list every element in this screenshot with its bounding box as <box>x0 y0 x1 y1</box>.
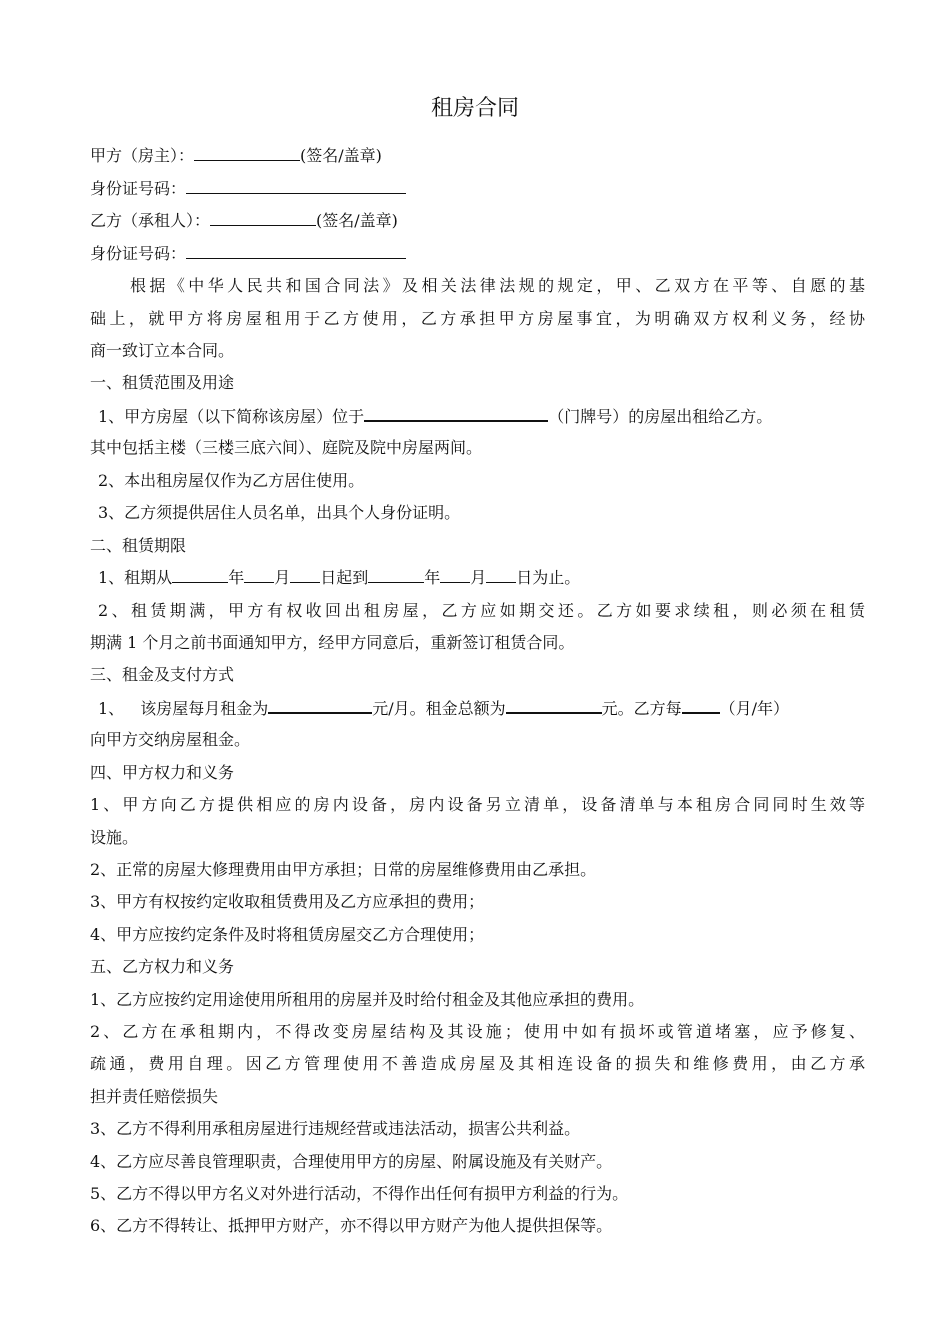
party-b-line <box>90 210 865 232</box>
party-a-id-line <box>90 178 865 200</box>
s1-item-2: 2、本出租房屋仅作为乙方居住使用。 <box>98 471 365 490</box>
section-2-heading: 二、租赁期限 <box>90 536 187 555</box>
end-day-label: 日为止。 <box>516 568 581 587</box>
monthly-rent-label: 该房屋每月租金为 <box>140 699 269 718</box>
monthly-rent-blank <box>268 697 372 714</box>
party-a-sign-note: (签名/盖章) <box>300 146 382 165</box>
s3-item-1 <box>90 697 865 720</box>
total-rent-blank <box>506 697 602 714</box>
section-4-heading: 四、甲方权力和义务 <box>90 763 235 782</box>
start-month-label: 月 <box>274 568 291 587</box>
s3-item-1-number: 1、 <box>98 699 125 718</box>
party-b-label: 乙方（承租人）： <box>90 211 211 230</box>
s3-item-1-cont: 向甲方交纳房屋租金。 <box>90 730 251 749</box>
payment-period-unit: （月/年） <box>719 699 790 718</box>
end-year-label: 年 <box>424 568 441 587</box>
s4-item-2: 2、正常的房屋大修理费用由甲方承担；日常的房屋维修费用由乙承担。 <box>90 860 597 879</box>
end-year-blank <box>368 567 424 583</box>
start-month-blank <box>244 567 274 583</box>
end-day-blank <box>486 567 516 583</box>
section-1-heading: 一、租赁范围及用途 <box>90 373 235 392</box>
section-5-heading: 五、乙方权力和义务 <box>90 957 235 976</box>
s5-item-1: 1、乙方应按约定用途使用所租用的房屋并及时给付租金及其他应承担的费用。 <box>90 990 645 1009</box>
s4-item-3: 3、甲方有权按约定收取租赁费用及乙方应承担的费用； <box>90 892 485 911</box>
s4-item-1-cont: 设施。 <box>90 828 139 847</box>
s1-item-1-cont: 其中包括主楼（三楼三底六间）、庭院及院中房屋两间。 <box>90 438 483 457</box>
s4-item-1: 1、甲方向乙方提供相应的房内设备，房内设备另立清单，设备清单与本租房合同同时生效等 <box>90 795 865 814</box>
preamble-line-2: 础上，就甲方将房屋租用于乙方使用，乙方承担甲方房屋事宜，为明确双方权利义务，经协 <box>90 309 865 328</box>
end-month-label: 月 <box>470 568 487 587</box>
party-a-label: 甲方（房主）： <box>90 146 195 165</box>
party-a-line <box>90 145 865 167</box>
start-year-label: 年 <box>228 568 245 587</box>
preamble-line-3: 商一致订立本合同。 <box>90 341 235 360</box>
s1-item-1-text-a: 1、甲方房屋（以下简称该房屋）位于 <box>98 407 365 426</box>
party-b-id-blank <box>186 243 406 259</box>
s4-item-4: 4、甲方应按约定条件及时将租赁房屋交乙方合理使用； <box>90 925 485 944</box>
party-a-name-blank <box>194 145 300 161</box>
s1-item-1-text-b: （门牌号）的房屋出租给乙方。 <box>548 407 773 426</box>
s5-item-3: 3、乙方不得利用承租房屋进行违规经营或违法活动，损害公共利益。 <box>90 1119 581 1138</box>
total-rent-label: 元/月。租金总额为 <box>372 699 506 718</box>
s5-item-2: 2、乙方在承租期内，不得改变房屋结构及其设施；使用中如有损坏或管道堵塞，应予修复、 <box>90 1022 865 1041</box>
party-a-id-blank <box>186 178 406 194</box>
payment-period-blank <box>682 697 720 714</box>
end-month-blank <box>440 567 470 583</box>
s2-item-2-cont: 期满 1 个月之前书面通知甲方，经甲方同意后，重新签订租赁合同。 <box>90 633 575 652</box>
section-3-heading: 三、租金及支付方式 <box>90 665 235 684</box>
party-b-sign-note: (签名/盖章) <box>316 211 398 230</box>
preamble-line-1: 根据《中华人民共和国合同法》及相关法律法规的规定，甲、乙双方在平等、自愿的基 <box>130 276 865 295</box>
address-blank <box>364 405 548 422</box>
start-day-label: 日起到 <box>320 568 369 587</box>
payment-period-label: 元。乙方每 <box>601 699 682 718</box>
start-day-blank <box>290 567 320 583</box>
s2-item-2: 2、租赁期满，甲方有权收回出租房屋，乙方应如期交还。乙方如要求续租，则必须在租赁 <box>98 601 865 620</box>
s1-item-1 <box>90 405 865 428</box>
party-b-id-label: 身份证号码： <box>90 244 187 263</box>
start-year-blank <box>172 567 228 583</box>
party-b-id-line <box>90 243 865 265</box>
document-title: 租房合同 <box>430 96 519 121</box>
s5-item-6: 6、乙方不得转让、抵押甲方财产，亦不得以甲方财产为他人提供担保等。 <box>90 1216 613 1235</box>
s1-item-3: 3、乙方须提供居住人员名单，出具个人身份证明。 <box>98 503 461 522</box>
lease-from-label: 1、租期从 <box>98 568 173 587</box>
s2-item-1 <box>90 567 865 589</box>
s5-item-2-cont-1: 疏通，费用自理。因乙方管理使用不善造成房屋及其相连设备的损失和维修费用，由乙方承 <box>90 1054 865 1073</box>
s5-item-5: 5、乙方不得以甲方名义对外进行活动，不得作出任何有损甲方利益的行为。 <box>90 1184 629 1203</box>
s5-item-4: 4、乙方应尽善良管理职责，合理使用甲方的房屋、附属设施及有关财产。 <box>90 1152 613 1171</box>
party-b-name-blank <box>210 210 316 226</box>
party-a-id-label: 身份证号码： <box>90 179 187 198</box>
s5-item-2-cont-2: 担并责任赔偿损失 <box>90 1087 219 1106</box>
